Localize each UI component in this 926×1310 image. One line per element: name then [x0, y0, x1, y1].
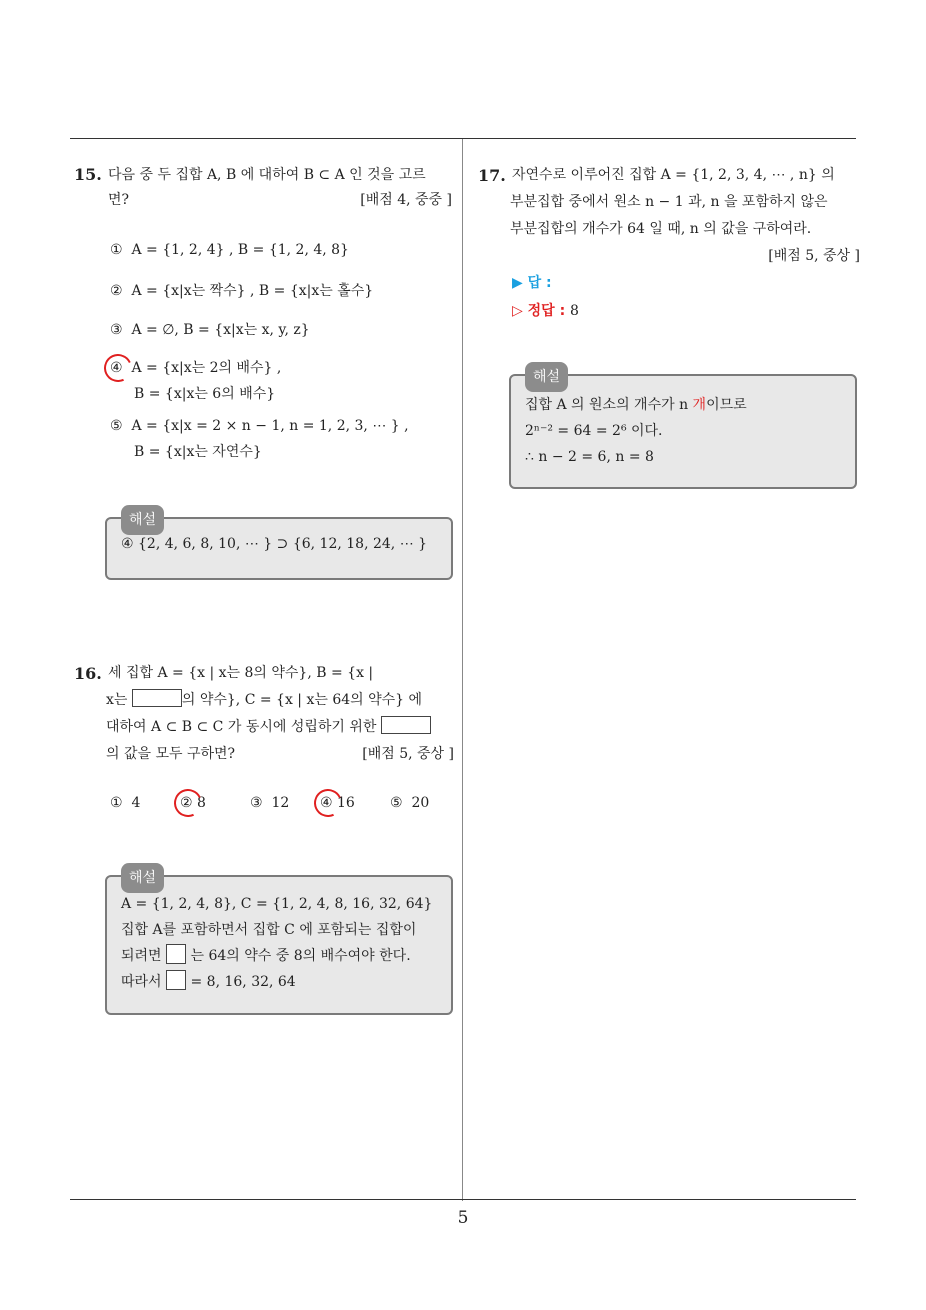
choice-1[interactable]	[110, 238, 349, 262]
top-rule	[70, 138, 856, 139]
question-number: 15.	[74, 165, 102, 184]
question-text: 의 값을 모두 구하면?	[106, 746, 236, 762]
solution-tag: 해설	[121, 863, 164, 893]
blank-box	[132, 689, 182, 707]
choice-text: A = {x|x = 2 × n − 1, n = 1, 2, 3, ⋯ } ,	[131, 418, 409, 434]
question-text: 부분집합의 개수가 64 일 때, n 의 값을 구하여라.	[510, 221, 812, 237]
question-number: 16.	[74, 664, 102, 683]
question-text: 대하여 A ⊂ B ⊂ C 가 동시에 성립하기 위한	[106, 719, 377, 735]
choice-value: 20	[411, 795, 430, 811]
solution-line: 2ⁿ⁻² = 64 = 2⁶ 이다.	[525, 423, 663, 439]
choice-5-line2: B = {x|x는 자연수}	[134, 444, 262, 460]
solution-line: 집합 A를 포함하면서 집합 C 에 포함되는 집합이	[121, 922, 417, 938]
question-17	[478, 162, 860, 270]
choice-text: A = {x|x는 2의 배수} ,	[131, 360, 282, 376]
solution-text: ④ {2, 4, 6, 8, 10, ⋯ } ⊃ {6, 12, 18, 24, ⋯ }	[121, 536, 428, 552]
choice-text: A = ∅, B = {x|x는 x, y, z}	[131, 322, 310, 338]
solution-box-17	[509, 369, 857, 489]
score-meta: [배점 4, 중중 ]	[360, 192, 452, 208]
choice-text: A = {1, 2, 4} , B = {1, 2, 4, 8}	[131, 242, 349, 258]
choice-text: A = {x|x는 짝수} , B = {x|x는 홀수}	[131, 283, 374, 299]
question-15	[74, 162, 452, 212]
answer-label: ▶ 답 :	[512, 275, 552, 291]
choice-value: 8	[197, 795, 206, 811]
solution-line: A = {1, 2, 4, 8}, C = {1, 2, 4, 8, 16, 32, 64}	[121, 896, 433, 912]
choice-4[interactable]	[110, 356, 281, 380]
correct-answer-value: 8	[570, 303, 579, 319]
choice-3[interactable]	[110, 318, 310, 342]
page-number: 5	[457, 1208, 469, 1228]
choice-mark: ③	[250, 795, 263, 811]
choice-mark: ②	[110, 283, 123, 299]
choice-2[interactable]	[180, 791, 206, 815]
choice-4[interactable]	[320, 791, 355, 815]
choice-value: 12	[271, 795, 290, 811]
red-circle-mark	[170, 785, 206, 821]
bottom-rule	[70, 1199, 856, 1200]
question-number: 17.	[478, 166, 506, 185]
solution-line: ∴ n − 2 = 6, n = 8	[525, 449, 654, 465]
blank-box	[166, 970, 186, 990]
choice-1[interactable]	[110, 791, 140, 815]
choice-mark: ①	[110, 242, 123, 258]
score-meta: [배점 5, 중상 ]	[362, 746, 454, 762]
question-text: 다음 중 두 집합 A, B 에 대하여 B ⊂ A 인 것을 고르	[108, 167, 426, 183]
blank-box	[381, 716, 431, 734]
question-text: x는	[106, 692, 128, 708]
column-divider	[462, 139, 463, 1201]
solution-tag: 해설	[525, 362, 568, 392]
solution-box-16	[105, 870, 453, 1015]
question-text: 자연수로 이루어진 집합 A = {1, 2, 3, 4, ⋯ , n} 의	[512, 167, 835, 183]
solution-tag: 해설	[121, 505, 164, 535]
question-text: 의 약수}, C = {x | x는 64의 약수} 에	[181, 692, 423, 708]
choice-4-line2: B = {x|x는 6의 배수}	[134, 386, 276, 402]
solution-box-15	[105, 512, 453, 580]
choice-2[interactable]	[110, 279, 373, 303]
question-text-cont: 면?	[108, 192, 130, 208]
red-circle-mark	[310, 785, 346, 821]
correct-answer-row	[512, 300, 579, 320]
question-text: 부분집합 중에서 원소 n − 1 과, n 을 포함하지 않은	[510, 194, 828, 210]
choice-5[interactable]	[390, 791, 429, 815]
solution-line: 집합 A 의 원소의 개수가 n 개이므로	[525, 397, 747, 413]
correct-answer-label: ▷ 정답 :	[512, 303, 566, 319]
selected-mark: ②	[180, 791, 193, 815]
selected-mark: ④	[320, 791, 333, 815]
choice-5[interactable]	[110, 414, 409, 438]
choice-mark: ①	[110, 795, 123, 811]
choice-value: 16	[337, 795, 355, 811]
selected-mark: ④	[110, 356, 123, 380]
score-meta: [배점 5, 중상 ]	[768, 248, 860, 264]
question-text: 세 집합 A = {x | x는 8의 약수}, B = {x |	[108, 665, 374, 681]
choice-mark: ⑤	[110, 418, 123, 434]
highlight-text: 개	[692, 397, 707, 413]
question-16	[74, 660, 454, 768]
solution-line: 따라서 = 8, 16, 32, 64	[121, 969, 437, 995]
blank-box	[166, 944, 186, 964]
choice-mark: ⑤	[390, 795, 403, 811]
choice-3[interactable]	[250, 791, 289, 815]
solution-line: 되려면 는 64의 약수 중 8의 배수여야 한다.	[121, 943, 437, 969]
red-circle-mark	[100, 350, 136, 386]
choice-mark: ③	[110, 322, 123, 338]
choice-value: 4	[131, 795, 141, 811]
